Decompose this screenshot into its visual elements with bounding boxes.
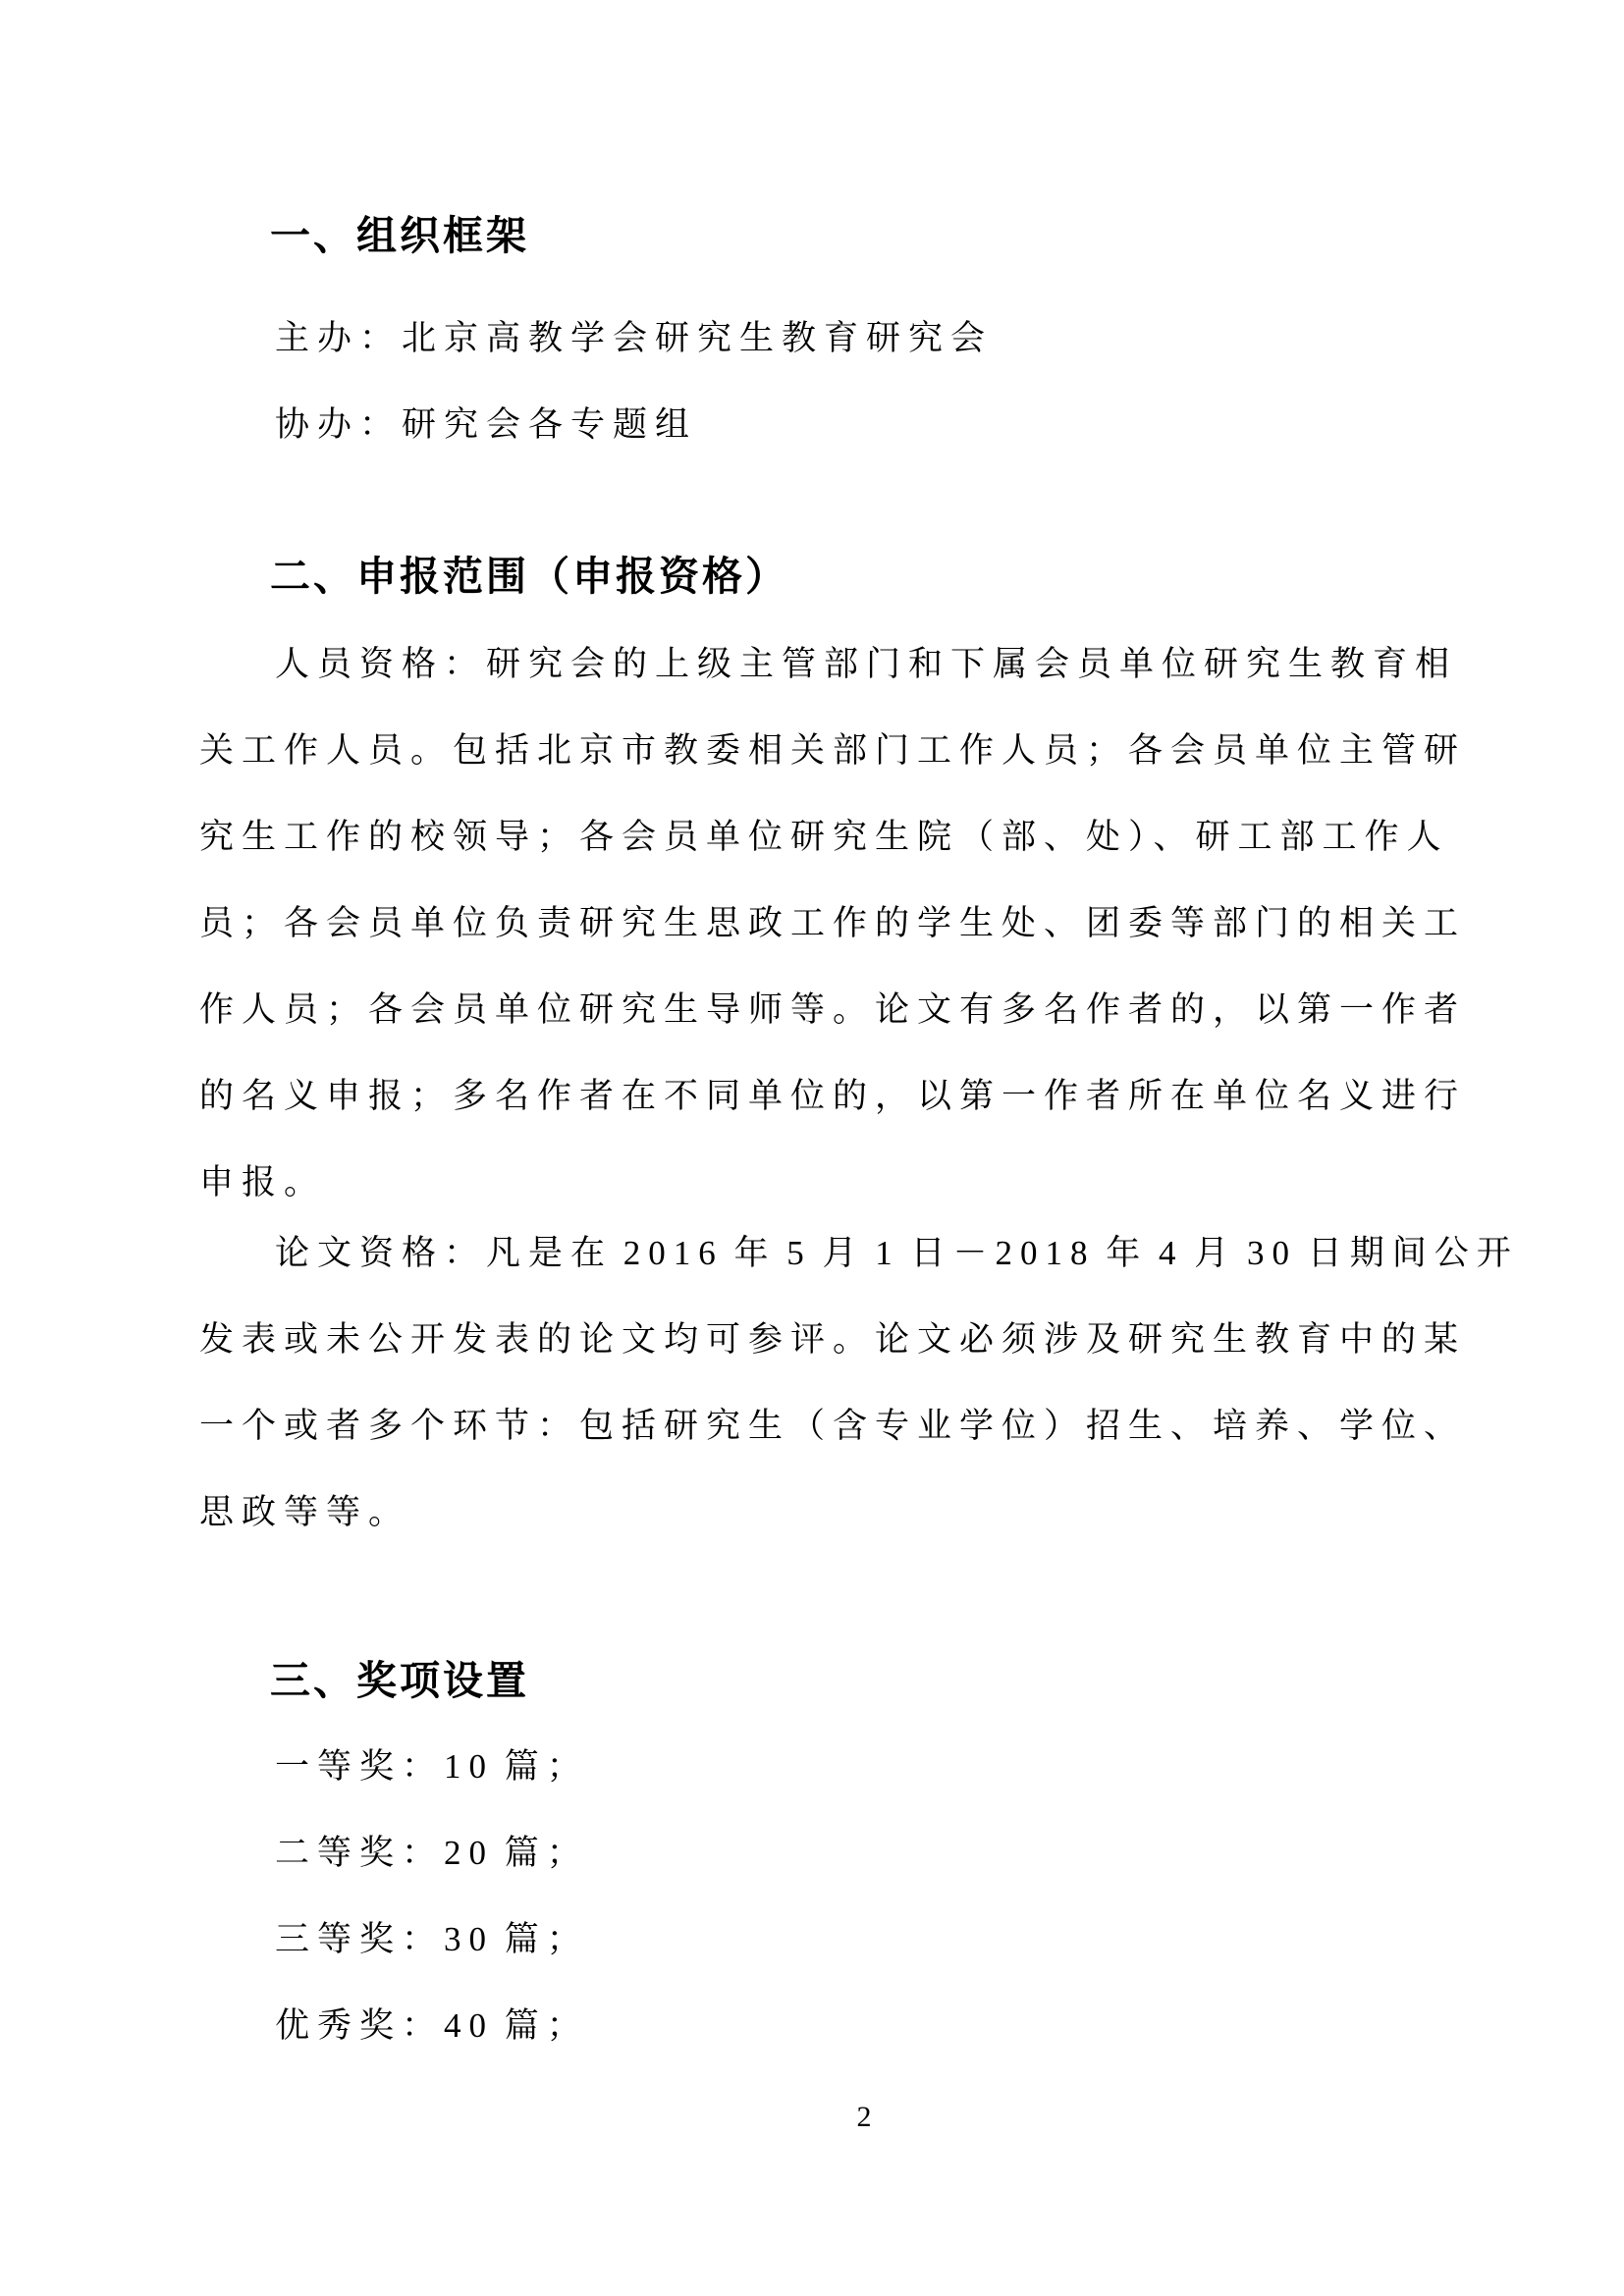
text-line: 的名义申报；多名作者在不同单位的，以第一作者所在单位名义进行 (199, 1077, 1467, 1115)
section-heading-organization: 一、组织框架 (270, 213, 529, 258)
text-line: 作人员；各会员单位研究生导师等。论文有多名作者的，以第一作者 (199, 990, 1467, 1029)
text-line: 思政等等。 (199, 1493, 411, 1531)
organizer-lines (199, 295, 1486, 468)
text-line: 一个或者多个环节：包括研究生（含专业学位）招生、培养、学位、 (199, 1407, 1467, 1445)
text-line: 员；各会员单位负责研究生思政工作的学生处、团委等部门的相关工 (199, 904, 1467, 942)
text-line: 发表或未公开发表的论文均可参评。论文必须涉及研究生教育中的某 (199, 1320, 1467, 1359)
text-line: 三等奖：30 篇； (275, 1920, 589, 1958)
text-line: 究生工作的校领导；各会员单位研究生院（部、处）、研工部工作人 (199, 818, 1449, 856)
text-line: 申报。 (199, 1163, 327, 1201)
text-line: 人员资格：研究会的上级主管部门和下属会员单位研究生教育相 (275, 645, 1458, 683)
text-line: 主办：北京高教学会研究生教育研究会 (275, 319, 994, 357)
text-line: 论文资格：凡是在 2016 年 5 月 1 日－2018 年 4 月 30 日期间公开 (275, 1234, 1519, 1272)
paragraph-paper-eligibility (199, 1210, 1519, 1556)
section-heading-awards: 三、奖项设置 (270, 1658, 529, 1703)
text-line: 关工作人员。包括北京市教委相关部门工作人员；各会员单位主管研 (199, 731, 1467, 770)
text-line: 一等奖：10 篇； (275, 1747, 589, 1786)
text-line: 二等奖：20 篇； (275, 1834, 589, 1872)
text-line: 协办：研究会各专题组 (275, 405, 698, 444)
section-heading-application-scope: 二、申报范围（申报资格） (270, 554, 788, 599)
paragraph-personnel-eligibility (199, 621, 1486, 1226)
text-line: 优秀奖：40 篇； (275, 2006, 589, 2045)
award-list (199, 1724, 1486, 2069)
page-number: 2 (856, 2101, 872, 2133)
